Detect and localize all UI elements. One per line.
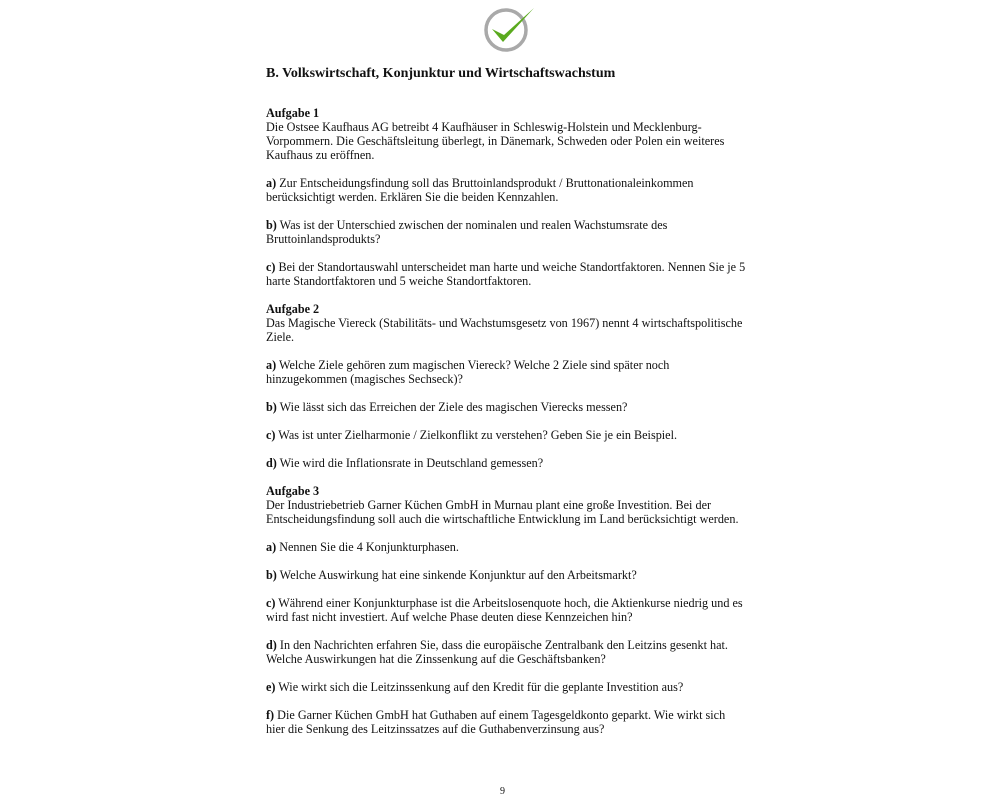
question xyxy=(266,456,746,470)
question-label: a) xyxy=(266,176,277,190)
document-page xyxy=(266,66,746,750)
page-number: 9 xyxy=(500,786,505,797)
question xyxy=(266,400,746,414)
question-label: c) xyxy=(266,260,276,274)
question-text: Welche Auswirkung hat eine sinkende Konjunktur auf den Arbeitsmarkt? xyxy=(276,568,637,582)
question-label: a) xyxy=(266,358,277,372)
task-list xyxy=(266,106,746,736)
question-label: e) xyxy=(266,680,276,694)
question xyxy=(266,176,746,204)
question xyxy=(266,596,746,624)
question xyxy=(266,358,746,386)
question-text: Wie wird die Inflationsrate in Deutschland gemessen? xyxy=(276,456,544,470)
question-text: Bei der Standortauswahl unterscheidet man harte und weiche Standortfaktoren. Nennen Sie je 5 harte Standortfaktoren und 5 weiche Standortfaktoren. xyxy=(266,260,746,288)
question xyxy=(266,540,746,554)
task-intro: Der Industriebetrieb Garner Küchen GmbH in Murnau plant eine große Investition. Bei der Entscheidungsfindung soll auch die wirtschaftliche Entwicklung im Land berücksichtigt werden. xyxy=(266,498,739,526)
question-label: f) xyxy=(266,708,275,722)
question-label: c) xyxy=(266,596,276,610)
task-title: Aufgabe 1 xyxy=(266,106,320,120)
question-text: Wie wirkt sich die Leitzinssenkung auf den Kredit für die geplante Investition aus? xyxy=(275,680,684,694)
question xyxy=(266,260,746,288)
task-block xyxy=(266,106,746,288)
question xyxy=(266,218,746,246)
question-label: b) xyxy=(266,400,277,414)
task-intro: Die Ostsee Kaufhaus AG betreibt 4 Kaufhäuser in Schleswig-Holstein und Mecklenburg-Vorpommern. Die Geschäftsleitung überlegt, in Dänemark, Schweden oder Polen ein weiteres Kaufhaus zu eröffnen. xyxy=(266,120,725,162)
section-heading: B. Volkswirtschaft, Konjunktur und Wirtschaftswachstum xyxy=(266,66,616,81)
question xyxy=(266,638,746,666)
question-text: Die Garner Küchen GmbH hat Guthaben auf einem Tagesgeldkonto geparkt. Wie wirkt sich hier die Senkung des Leitzinssatzes auf die Guthabenverzinsung aus? xyxy=(266,708,726,736)
question-label: b) xyxy=(266,568,277,582)
question-text: Während einer Konjunkturphase ist die Arbeitslosenquote hoch, die Aktienkurse niedrig und es wird fast nicht investiert. Auf welche Phase deuten diese Kennzeichen hin? xyxy=(266,596,743,624)
question-text: Was ist der Unterschied zwischen der nominalen und realen Wachstumsrate des Bruttoinlandsprodukts? xyxy=(266,218,668,246)
task-intro: Das Magische Viereck (Stabilitäts- und Wachstumsgesetz von 1967) nennt 4 wirtschaftspolitische Ziele. xyxy=(266,316,743,344)
question-text: Zur Entscheidungsfindung soll das Bruttoinlandsprodukt / Bruttonationaleinkommen berücksichtigt werden. Erklären Sie die beiden Kennzahlen. xyxy=(266,176,694,204)
task-title: Aufgabe 3 xyxy=(266,484,320,498)
question-label: b) xyxy=(266,218,277,232)
question xyxy=(266,680,746,694)
question-text: Wie lässt sich das Erreichen der Ziele des magischen Vierecks messen? xyxy=(276,400,628,414)
question xyxy=(266,428,746,442)
question-label: a) xyxy=(266,540,277,554)
question xyxy=(266,568,746,582)
task-block xyxy=(266,302,746,470)
question-label: d) xyxy=(266,456,277,470)
question-label: c) xyxy=(266,428,276,442)
question-text: Nennen Sie die 4 Konjunkturphasen. xyxy=(276,540,459,554)
question-text: In den Nachrichten erfahren Sie, dass die europäische Zentralbank den Leitzins gesenkt hat. Welche Auswirkungen hat die Zinssenkung auf die Geschäftsbanken? xyxy=(266,638,728,666)
task-title: Aufgabe 2 xyxy=(266,302,320,316)
question-text: Was ist unter Zielharmonie / Zielkonflikt zu verstehen? Geben Sie je ein Beispiel. xyxy=(275,428,678,442)
question-label: d) xyxy=(266,638,277,652)
question-text: Welche Ziele gehören zum magischen Viereck? Welche 2 Ziele sind später noch hinzugekommen (magisches Sechseck)? xyxy=(266,358,670,386)
question xyxy=(266,708,746,736)
task-block xyxy=(266,484,746,736)
checkmark-icon xyxy=(478,4,538,54)
